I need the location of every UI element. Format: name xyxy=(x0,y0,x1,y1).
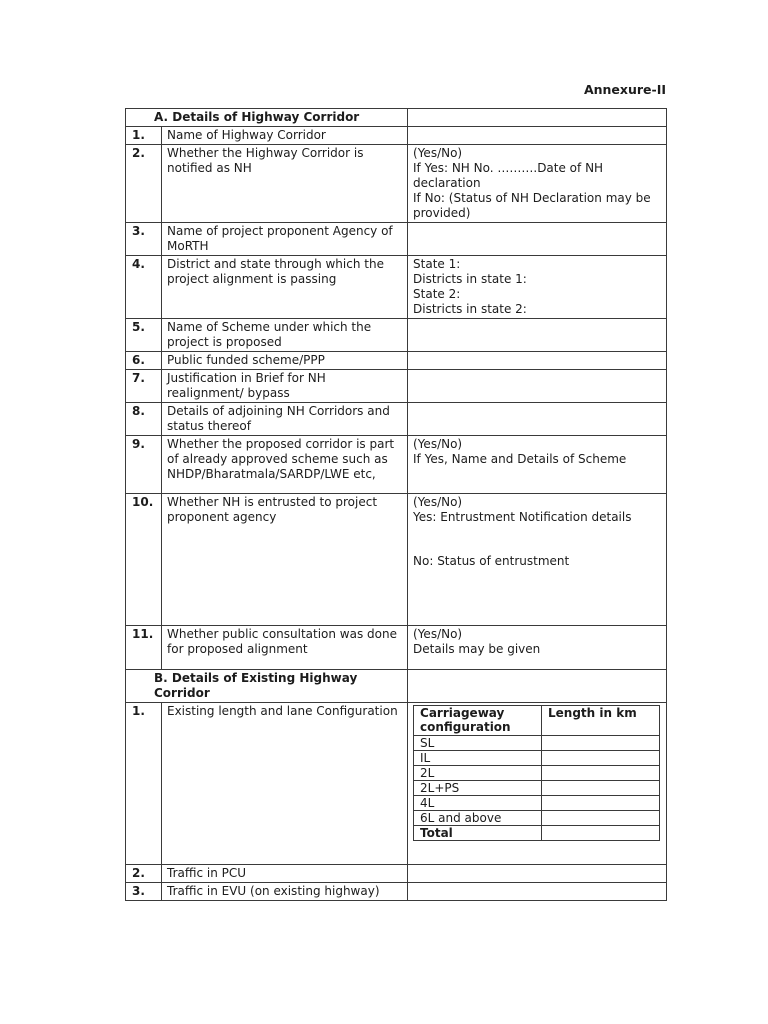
lane-length-input[interactable] xyxy=(542,781,660,796)
lane-length-input[interactable] xyxy=(542,736,660,751)
table-row xyxy=(414,751,660,766)
row-value[interactable]: (Yes/No) If Yes, Name and Details of Scheme xyxy=(408,436,667,494)
lane-configuration-table xyxy=(413,705,660,841)
length-header: Length in km xyxy=(542,706,660,736)
table-row xyxy=(414,796,660,811)
row-number: 3. xyxy=(126,223,162,256)
lane-length-input[interactable] xyxy=(542,811,660,826)
lane-type: 4L xyxy=(414,796,542,811)
lane-type: SL xyxy=(414,736,542,751)
row-number: 8. xyxy=(126,403,162,436)
row-number: 3. xyxy=(126,883,162,901)
row-number: 10. xyxy=(126,494,162,626)
lane-length-input[interactable] xyxy=(542,796,660,811)
row-label: Whether public consultation was done for proposed alignment xyxy=(162,626,408,670)
lane-type: IL xyxy=(414,751,542,766)
table-row xyxy=(126,883,667,901)
annexure-label: Annexure-II xyxy=(583,82,666,97)
row-value-text: (Yes/No) Yes: Entrustment Notification details xyxy=(413,495,632,524)
table-row xyxy=(126,436,667,494)
row-label: Public funded scheme/PPP xyxy=(162,352,408,370)
lane-type: 2L xyxy=(414,766,542,781)
row-number: 5. xyxy=(126,319,162,352)
row-label: Justification in Brief for NH realignment/ bypass xyxy=(162,370,408,403)
section-b-heading-blank xyxy=(408,670,667,703)
row-number: 9. xyxy=(126,436,162,494)
table-row xyxy=(414,811,660,826)
row-value[interactable] xyxy=(408,865,667,883)
row-value[interactable] xyxy=(408,403,667,436)
row-label: Existing length and lane Configuration xyxy=(162,703,408,865)
row-label: Name of Highway Corridor xyxy=(162,127,408,145)
row-value[interactable]: (Yes/No) If Yes: NH No. ……….Date of NH declaration If No: (Status of NH Declaration may be provided) xyxy=(408,145,667,223)
row-value[interactable] xyxy=(408,319,667,352)
table-row xyxy=(126,626,667,670)
row-number: 1. xyxy=(126,703,162,865)
table-row xyxy=(126,370,667,403)
lane-type: 6L and above xyxy=(414,811,542,826)
row-value xyxy=(408,703,667,865)
table-row xyxy=(414,781,660,796)
highway-details-form xyxy=(125,108,667,901)
section-a-heading-blank xyxy=(408,109,667,127)
table-row xyxy=(414,766,660,781)
table-row xyxy=(126,494,667,626)
table-row xyxy=(126,256,667,319)
section-b-heading: B. Details of Existing Highway Corridor xyxy=(126,670,408,703)
lane-length-input[interactable] xyxy=(542,751,660,766)
row-value[interactable] xyxy=(408,223,667,256)
row-value[interactable] xyxy=(408,494,667,626)
row-number: 4. xyxy=(126,256,162,319)
carriageway-header: Carriageway configuration xyxy=(414,706,542,736)
table-row xyxy=(126,865,667,883)
row-label: Whether the proposed corridor is part of already approved scheme such as NHDP/Bharatmala/SARDP/LWE etc, xyxy=(162,436,408,494)
row-value-extra: No: Status of entrustment xyxy=(413,554,570,568)
row-label: Name of Scheme under which the project is proposed xyxy=(162,319,408,352)
table-row xyxy=(126,703,667,865)
table-row xyxy=(126,223,667,256)
lane-total-label: Total xyxy=(414,826,542,841)
row-value[interactable] xyxy=(408,127,667,145)
row-label: Traffic in PCU xyxy=(162,865,408,883)
row-label: Whether the Highway Corridor is notified as NH xyxy=(162,145,408,223)
row-value[interactable] xyxy=(408,370,667,403)
lane-total-input[interactable] xyxy=(542,826,660,841)
row-label: District and state through which the project alignment is passing xyxy=(162,256,408,319)
row-value[interactable]: State 1: Districts in state 1: State 2: Districts in state 2: xyxy=(408,256,667,319)
row-value[interactable]: (Yes/No) Details may be given xyxy=(408,626,667,670)
row-number: 11. xyxy=(126,626,162,670)
row-number: 1. xyxy=(126,127,162,145)
row-number: 2. xyxy=(126,865,162,883)
table-row xyxy=(126,127,667,145)
table-row xyxy=(126,145,667,223)
table-row xyxy=(126,319,667,352)
row-label: Whether NH is entrusted to project proponent agency xyxy=(162,494,408,626)
table-row xyxy=(126,403,667,436)
row-number: 2. xyxy=(126,145,162,223)
lane-type: 2L+PS xyxy=(414,781,542,796)
section-a-heading: A. Details of Highway Corridor xyxy=(126,109,408,127)
table-row xyxy=(414,826,660,841)
table-row xyxy=(414,736,660,751)
lane-length-input[interactable] xyxy=(542,766,660,781)
row-value[interactable] xyxy=(408,883,667,901)
row-label: Traffic in EVU (on existing highway) xyxy=(162,883,408,901)
row-value[interactable] xyxy=(408,352,667,370)
row-label: Name of project proponent Agency of MoRTH xyxy=(162,223,408,256)
table-row xyxy=(126,352,667,370)
row-number: 7. xyxy=(126,370,162,403)
row-label: Details of adjoining NH Corridors and status thereof xyxy=(162,403,408,436)
row-number: 6. xyxy=(126,352,162,370)
